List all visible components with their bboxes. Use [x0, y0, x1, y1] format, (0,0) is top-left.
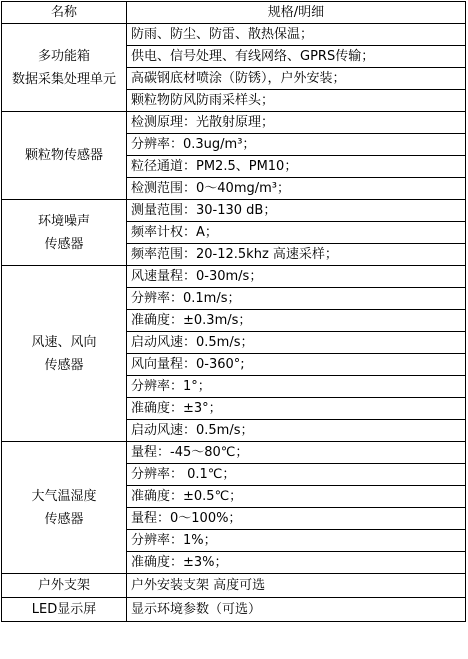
spec-item: 测量范围：30-130 dB； [127, 200, 466, 222]
category-cell [2, 574, 127, 598]
table-row [2, 112, 466, 134]
category-name-line: 数据采集处理单元 [11, 71, 116, 87]
category-name-line: 风速、风向 [31, 334, 97, 350]
spec-item: 量程：-45～80℃； [127, 442, 466, 464]
spec-item: 供电、信号处理、有线网络、GPRS传输； [127, 46, 466, 68]
spec-item: 分辨率： 0.1℃； [127, 464, 466, 486]
spec-item: 检测原理：光散射原理； [127, 112, 466, 134]
spec-item: 粒径通道：PM2.5、PM10； [127, 156, 466, 178]
spec-item: 显示环境参数（可选） [127, 598, 466, 622]
category-name-line: 环境噪声 [37, 213, 90, 229]
category-cell [2, 442, 127, 574]
spec-item: 频率计权：A； [127, 222, 466, 244]
table-row [2, 442, 466, 464]
spec-item: 风向量程：0-360°; [127, 354, 466, 376]
category-cell [2, 598, 127, 622]
table-row [2, 200, 466, 222]
spec-item: 频率范围：20-12.5khz 高速采样； [127, 244, 466, 266]
table-row [2, 574, 466, 598]
spec-item: 启动风速：0.5m/s； [127, 332, 466, 354]
spec-item: 分辨率：0.1m/s； [127, 288, 466, 310]
table-row [2, 598, 466, 622]
table-header-row [2, 2, 466, 24]
category-name-line: 颗粒物传感器 [24, 148, 103, 163]
category-cell [2, 24, 127, 112]
category-name-line: LED显示屏 [31, 602, 97, 617]
spec-item: 检测范围：0～40mg/m³； [127, 178, 466, 200]
spec-item: 准确度：±0.5℃； [127, 486, 466, 508]
category-name-line: 传感器 [44, 236, 84, 252]
spec-item: 准确度：±3%； [127, 552, 466, 574]
table-row [2, 266, 466, 288]
category-name-line: 传感器 [44, 511, 84, 527]
category-name-line: 传感器 [44, 357, 84, 373]
spec-item: 户外安装支架 高度可选 [127, 574, 466, 598]
table-body [2, 24, 466, 622]
category-name-line: 多功能箱 [37, 48, 90, 64]
header-spec: 规格/明细 [127, 2, 466, 24]
table-row [2, 24, 466, 46]
spec-item: 分辨率：1°； [127, 376, 466, 398]
header-name: 名称 [2, 2, 127, 24]
spec-item: 颗粒物防风防雨采样头； [127, 90, 466, 112]
spec-item: 分辨率：0.3ug/m³； [127, 134, 466, 156]
category-cell [2, 266, 127, 442]
category-name-line: 大气温湿度 [31, 488, 97, 504]
spec-item: 准确度：±3°； [127, 398, 466, 420]
spec-item: 高碳钢底材喷涂（防锈），户外安装； [127, 68, 466, 90]
spec-item: 防雨、防尘、防雷、散热保温； [127, 24, 466, 46]
category-cell [2, 112, 127, 200]
spec-item: 分辨率：1%； [127, 530, 466, 552]
spec-table [1, 1, 466, 622]
category-name-line: 户外支架 [37, 578, 90, 593]
spec-item: 量程：0～100%； [127, 508, 466, 530]
spec-item: 启动风速：0.5m/s； [127, 420, 466, 442]
spec-item: 风速量程：0-30m/s； [127, 266, 466, 288]
category-cell [2, 200, 127, 266]
spec-item: 准确度：±0.3m/s； [127, 310, 466, 332]
